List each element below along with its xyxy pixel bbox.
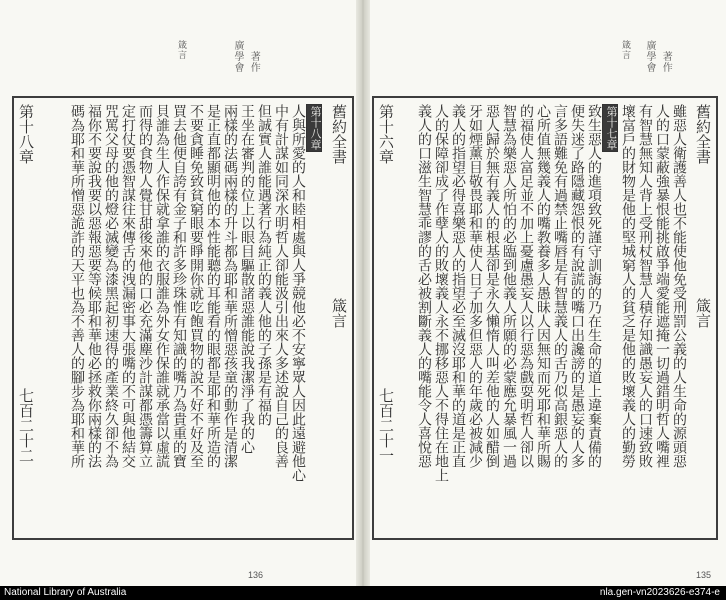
text-column: 不要貪睡免致貧窮眼要睜開你就吃飽買物的說不好不好及至 [188, 104, 204, 468]
text-column: 雖惡人衛護善人也不能使他免受刑罰公義的人生命的源頭惡 [671, 104, 687, 468]
text-column: 人的保障卻成了作孽人的敗壞義人永不挪移惡人不得住在地上 [433, 104, 449, 482]
left-ear-stamp: 箴言 [176, 40, 186, 60]
right-text-block [414, 104, 686, 530]
text-column: 的福使人富足並不加上憂慮愚妄人以行惡為戲耍明哲人卻以 [518, 104, 534, 468]
text-column: 有智慧無知人背上受刑杖智慧人積存知識愚妄人的口速致敗 [637, 104, 653, 468]
text-column: 言多語難免有過禁止嘴唇是有智慧義人的舌乃似高銀惡人的 [552, 104, 568, 468]
right-ear-line-2: 著作 [660, 51, 672, 73]
left-book-title: 箴言 [330, 298, 348, 328]
left-chapter: 第十八章 [17, 104, 35, 164]
right-page [366, 0, 726, 586]
text-column: 心所值無幾義人的嘴教養多人愚昧人因無知而死耶和華所賜 [535, 104, 551, 468]
text-column: 兩樣的法碼兩樣的升斗都為耶和華所憎惡孩童的動作是清潔 [222, 104, 238, 468]
left-page-frame [12, 96, 354, 540]
right-page-note: 135 [696, 570, 712, 580]
text-column: 義人的指望必得喜樂惡人的指望必至滅沒耶和華的道是正直 [450, 104, 466, 468]
text-column: 人的口蒙蔽強暴恨能挑啟爭端愛能遮掩一切過錯明哲人嘴裡 [654, 104, 670, 468]
text-column: 咒罵父母的他的燈必滅變為漆黑起初速得的產業終久卻不為 [103, 104, 119, 468]
footer-library-name: National Library of Australia [4, 587, 127, 598]
footer-bar [0, 586, 726, 600]
text-column: 中有計謀如同深水明哲人卻能汲引出來人多述說自己的良善 [273, 104, 289, 468]
left-text-block [67, 104, 322, 530]
left-ear-line-2: 著作 [248, 51, 260, 73]
left-page-note: 136 [248, 570, 264, 580]
left-page [0, 0, 360, 586]
text-column: 買去他便自誇有金子和許多珍珠惟有知識的嘴乃為貴重的寶 [171, 104, 187, 468]
text-column: 人與所愛的人和睦相處與人爭競他必不安寧眾人因此遠避他心 [290, 104, 306, 482]
text-column: 定打仗要憑智謀往來傳舌的洩漏密事大張嘴的不可與他結交 [120, 104, 136, 468]
left-page-number: 七百二十二 [17, 388, 35, 463]
text-column: 福你不要說我要以惡報惡要等候耶和華他必拯救你兩樣的法 [86, 104, 102, 468]
text-column: 貝誰為生人作保就拿誰的衣服誰為外女作保誰就承當以虛謊 [154, 104, 170, 468]
right-chapter-header: 第十七章 [604, 104, 618, 530]
right-ear-line-1: 廣學會 [644, 40, 655, 73]
text-column: 而得的食物人覺甘甜後來他的口必充滿塵沙計謀都憑籌算立 [137, 104, 153, 468]
text-column: 義人的口滋生智慧乖謬的舌必被割斷義人的嘴能令人喜悅惡 [416, 104, 432, 468]
text-column: 碼為耶和華所憎惡詭詐的天平也為不善人的腳步為耶和華所 [69, 104, 85, 468]
left-ear-line-1: 廣學會 [232, 40, 243, 73]
text-column: 便失迷了路隱藏怨恨的有說謊的嘴口出讒謗的是愚妄的人多 [569, 104, 585, 468]
text-column: 惡人歸於無有義人的根基卻是永久懶惰人叫差他的人如醋倒 [484, 104, 500, 468]
text-column: 是正直都顯明他的本性能聽的耳能看的眼都是耶和華所造的 [205, 104, 221, 468]
right-running-title: 舊約全書 [694, 104, 712, 164]
left-ear-note [232, 40, 258, 76]
right-page-number: 七百二十一 [377, 388, 395, 463]
text-column: 牙如煙薰目敬畏耶和華使人日子加多但惡人的年歲必被減少 [467, 104, 483, 468]
footer-identifier: nla.gen-vn2023626-e374-e [599, 587, 720, 598]
left-chapter-header: 第十八章 [308, 104, 322, 530]
text-column: 但誠實人誰能遇著行為純正的義人他的子孫是有福的 [256, 104, 272, 426]
right-ear-note [644, 40, 670, 76]
left-running-title: 舊約全書 [330, 104, 348, 164]
right-chapter: 第十六章 [377, 104, 395, 164]
right-book-title: 箴言 [694, 298, 712, 328]
text-column: 智慧為樂惡人所怕的必臨到他義人所願的必蒙應允暴風一過 [501, 104, 517, 468]
text-column: 致生惡人的進項致死謹守訓誨的乃在生命的道上違棄責備的 [586, 104, 602, 468]
text-column: 壞富戶的財物是他的堅城窮人的貧乏是他的敗壞義人的勤勞 [620, 104, 636, 468]
right-page-frame [372, 96, 718, 540]
text-column: 王坐在審判的位上以眼目驅散諸惡誰能說我潔淨了我的心 [239, 104, 255, 454]
right-ear-stamp: 箴言 [620, 40, 630, 60]
